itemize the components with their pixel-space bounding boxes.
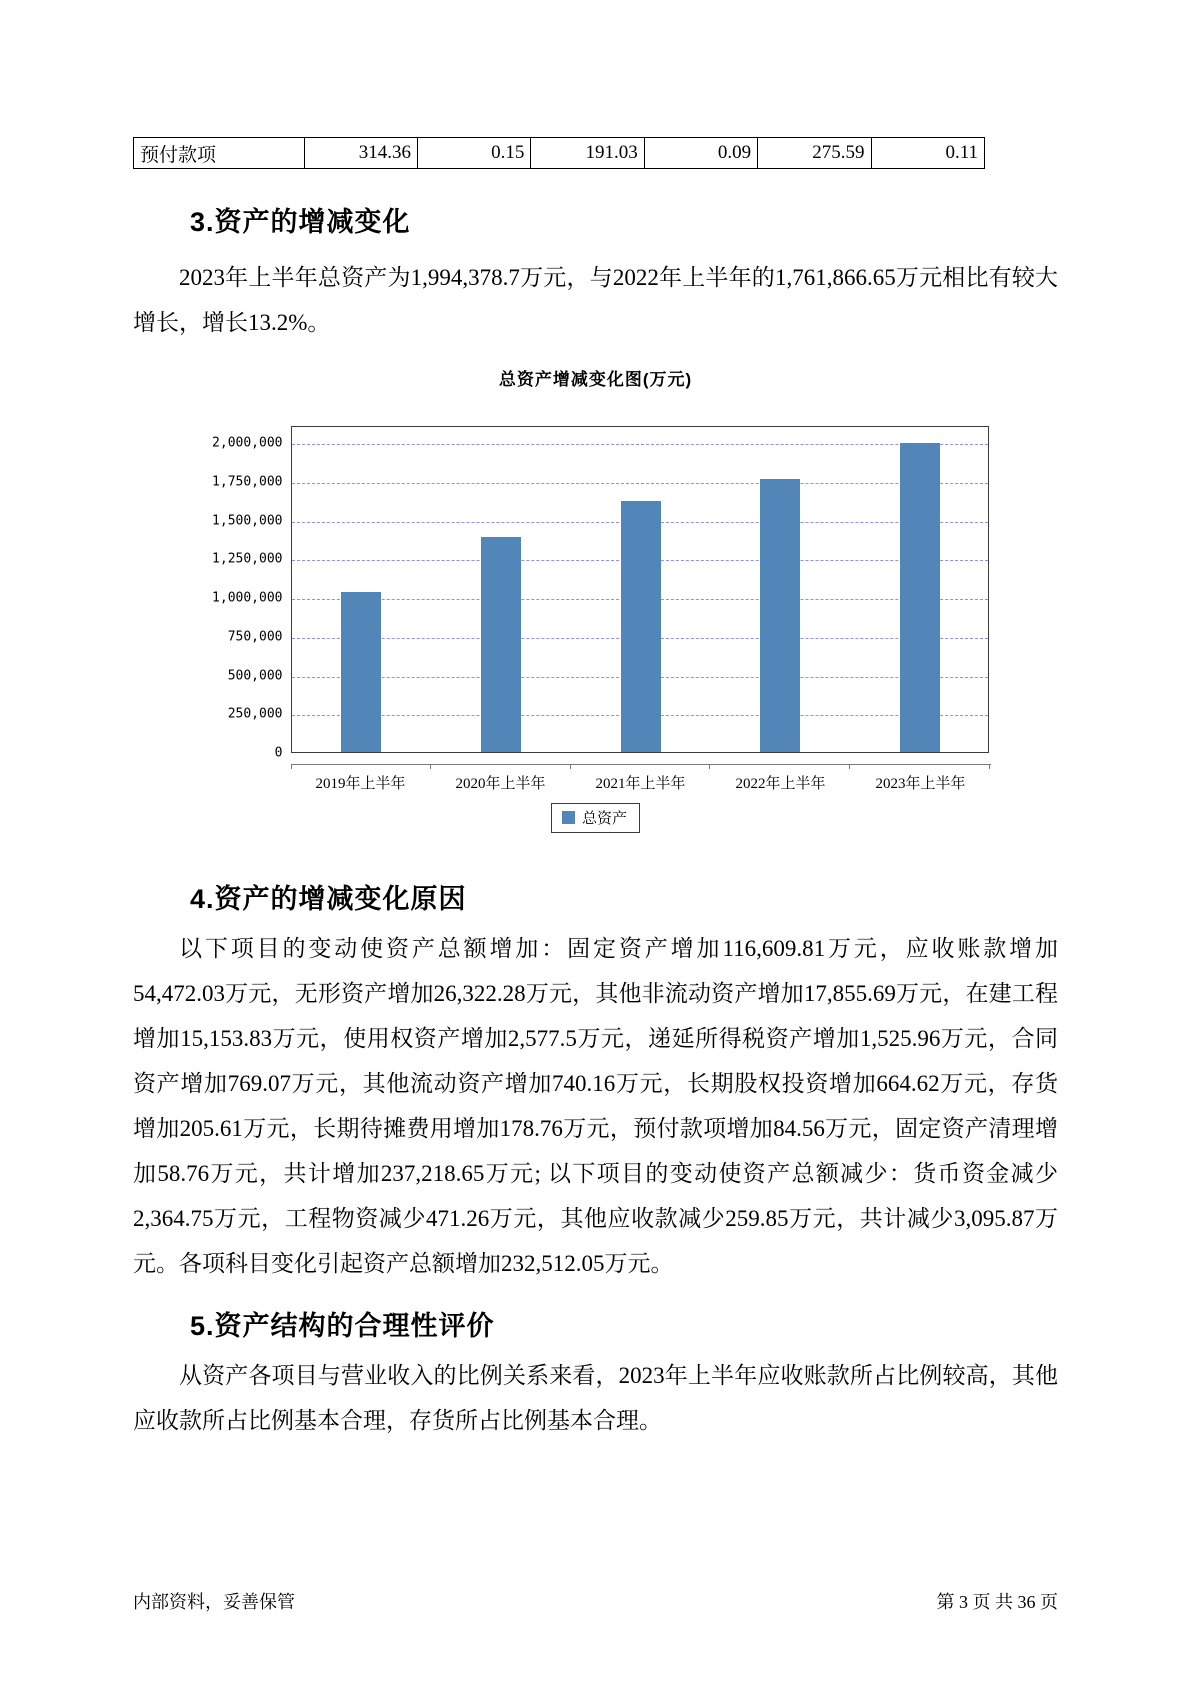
page-footer	[133, 1588, 1058, 1614]
y-axis-tick-label: 2,000,000	[212, 435, 283, 451]
chart-x-labels	[291, 772, 991, 793]
footer-page-number: 第 3 页 共 36 页	[936, 1592, 1058, 1612]
y-axis-tick-label: 750,000	[227, 629, 283, 645]
x-axis-tick	[709, 764, 710, 769]
table-cell-value: 191.03	[531, 138, 644, 169]
section-3-heading: 3.资产的增减变化	[190, 207, 411, 237]
x-axis-tick	[291, 764, 292, 769]
y-axis-tick-label: 1,750,000	[212, 474, 283, 490]
section-5-paragraph: 从资产各项目与营业收入的比例关系来看，2023年上半年应收账款所占比例较高，其他应收款所占比例基本合理，存货所占比例基本合理。	[133, 1363, 1058, 1433]
table-cell-value: 0.09	[644, 138, 757, 169]
top-table	[133, 137, 985, 169]
section-3-paragraph: 2023年上半年总资产为1,994,378.7万元，与2022年上半年的1,761,866.65万元相比有较大增长，增长13.2%。	[133, 265, 1058, 335]
chart-bar	[760, 479, 800, 752]
chart-bar	[621, 501, 661, 752]
x-axis-category-label: 2019年上半年	[315, 776, 406, 792]
chart-gridline	[292, 444, 988, 445]
y-axis-tick-label: 1,500,000	[212, 513, 283, 528]
footer-confidential-note: 内部资料，妥善保管	[133, 1592, 295, 1612]
x-axis-tick	[570, 764, 571, 769]
chart-bar	[481, 537, 521, 752]
x-axis-tick	[849, 764, 850, 769]
y-axis-tick-label: 1,250,000	[212, 551, 283, 567]
chart-y-axis	[201, 426, 291, 761]
x-axis-tick	[430, 764, 431, 769]
legend-label: 总资产	[581, 811, 627, 827]
section-5-heading: 5.资产结构的合理性评价	[190, 1311, 495, 1341]
chart-plot	[291, 426, 989, 753]
chart-plot-area	[201, 426, 991, 761]
total-assets-chart	[201, 365, 991, 833]
y-axis-tick-label: 500,000	[227, 668, 283, 683]
chart-gridline	[292, 483, 988, 484]
x-axis-category-label: 2021年上半年	[595, 776, 686, 792]
table-cell-value: 0.11	[871, 138, 984, 169]
chart-legend-row	[201, 803, 991, 833]
x-axis-category-label: 2022年上半年	[735, 776, 826, 792]
section-4-paragraph: 以下项目的变动使资产总额增加：固定资产增加116,609.81万元，应收账款增加54,472.03万元，无形资产增加26,322.28万元，其他非流动资产增加17,855.69万元，在建工程增加15,153.83万元，使用权资产增加2,577.5万元，递延所得税资产增加1,525.96万元，合同资产增加769.07万元，其他流动资产增加740.16万元，长期股权投资增加664.62万元，存货增加205.61万元，长期待摊费用增加178.76万元，预付款项增加84.56万元，固定资产清理增加58.76万元，共计增加237,218.65万元; 以下项目的变动使资产总额减少：货币资金减少2,364.75万元，工程物资减少471.26万元，其他应收款减少259.85万元，共计减少3,095.87万元。各项科目变化引起资产总额增加232,512.05万元。	[133, 936, 1058, 1276]
section-4-heading: 4.资产的增减变化原因	[190, 884, 467, 914]
chart-x-axis	[291, 753, 991, 765]
y-axis-tick-label: 250,000	[227, 706, 283, 722]
chart-bar	[341, 592, 381, 752]
chart-bar	[900, 443, 940, 752]
table-cell-value: 314.36	[304, 138, 417, 169]
x-axis-tick	[989, 764, 990, 769]
table-cell-value: 0.15	[417, 138, 530, 169]
x-axis-category-label: 2023年上半年	[875, 776, 966, 792]
legend-swatch-icon	[562, 811, 575, 824]
y-axis-tick-label: 1,000,000	[212, 590, 283, 606]
chart-title: 总资产增减变化图(万元)	[498, 370, 693, 389]
table-cell-label: 预付款项	[134, 138, 305, 169]
table-row	[134, 138, 985, 169]
x-axis-category-label: 2020年上半年	[455, 776, 546, 792]
y-axis-tick-label: 0	[274, 745, 283, 761]
table-cell-value: 275.59	[758, 138, 871, 169]
chart-legend	[551, 803, 640, 833]
